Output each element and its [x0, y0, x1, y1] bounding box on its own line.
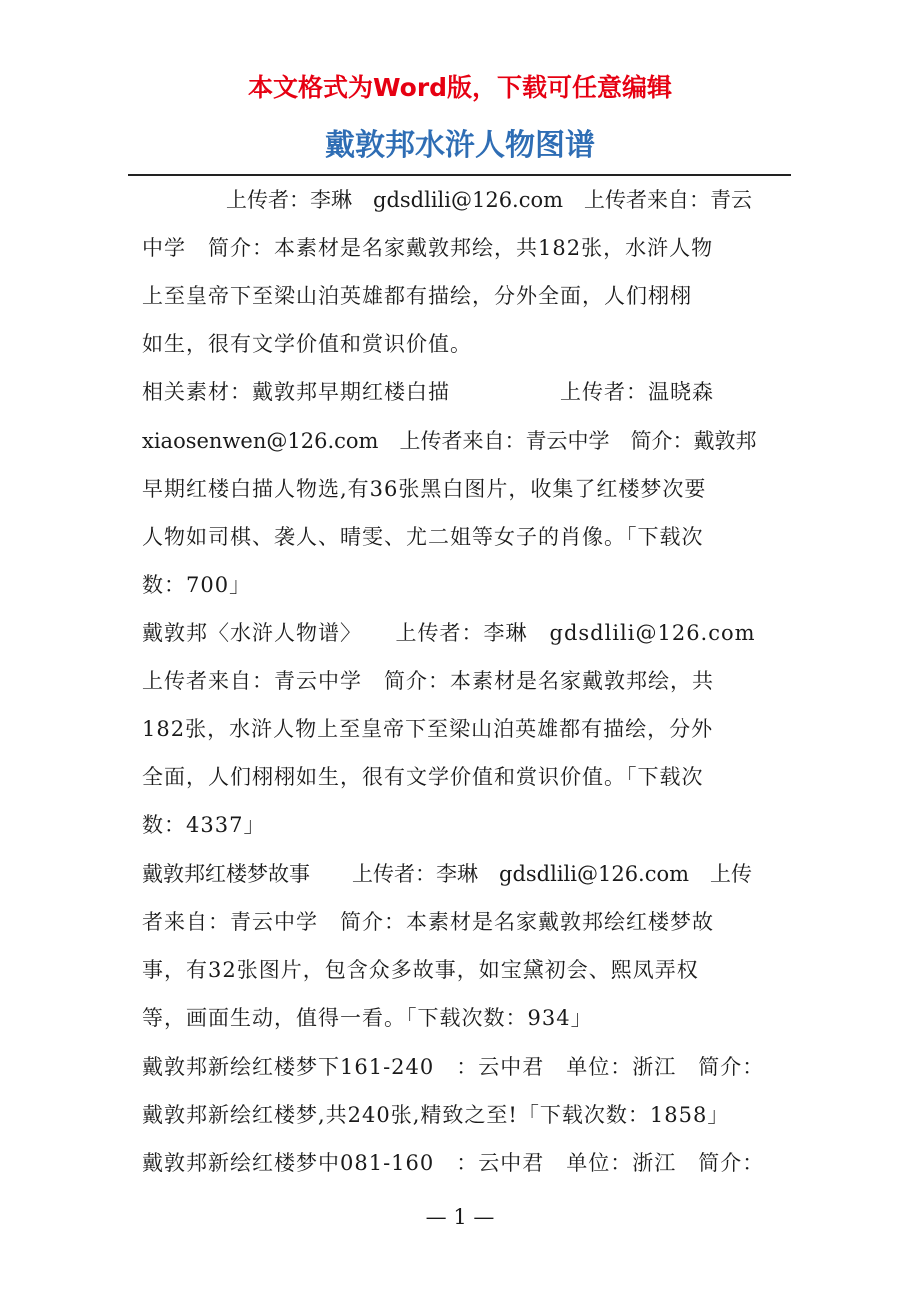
body-line: 人物如司棋、袭人、晴雯、尤二姐等女子的肖像。「下载次 [142, 525, 704, 549]
body-line: 数：700」 [142, 573, 252, 597]
body-line: 上传者来自：青云中学 简介：本素材是名家戴敦邦绘，共 [142, 669, 714, 693]
body-line: 中学 简介：本素材是名家戴敦邦绘，共182张，水浒人物 [142, 236, 714, 260]
body-line: 全面，人们栩栩如生，很有文学价值和赏识价值。「下载次 [142, 765, 704, 789]
body-line: 如生，很有文学价值和赏识价值。 [142, 332, 472, 356]
body-line: xiaosenwen@126.com 上传者来自：青云中学 简介：戴敦邦 [142, 429, 757, 453]
body-line: 相关素材：戴敦邦早期红楼白描 上传者：温晓森 [142, 380, 714, 404]
body-line: 上至皇帝下至梁山泊英雄都有描绘，分外全面，人们栩栩 [142, 284, 692, 308]
page-number: — 1 — [425, 1205, 495, 1229]
body-line: 戴敦邦〈水浒人物谱〉 上传者：李琳 gdsdlili@126.com [142, 621, 756, 645]
body-line: 者来自：青云中学 简介：本素材是名家戴敦邦绘红楼梦故 [142, 910, 714, 934]
body-line: 182张，水浒人物上至皇帝下至梁山泊英雄都有描绘，分外 [142, 717, 714, 741]
body-line: 戴敦邦新绘红楼梦下161-240 ：云中君 单位：浙江 简介： [142, 1055, 765, 1079]
title-divider [128, 174, 791, 176]
document-title: 戴敦邦水浒人物图谱 [325, 128, 595, 163]
body-line: 早期红楼白描人物选,有36张黑白图片，收集了红楼梦次要 [142, 477, 707, 501]
body-line: 戴敦邦新绘红楼梦中081-160 ：云中君 单位：浙江 简介： [142, 1151, 765, 1175]
body-line: 上传者：李琳 gdsdlili@126.com 上传者来自：青云 [226, 188, 753, 212]
body-line: 数：4337」 [142, 813, 266, 837]
body-line: 戴敦邦红楼梦故事 上传者：李琳 gdsdlili@126.com 上传 [142, 862, 753, 886]
body-line: 戴敦邦新绘红楼梦,共240张,精致之至!「下载次数：1858」 [142, 1103, 730, 1127]
body-line: 事，有32张图片，包含众多故事，如宝黛初会、熙凤弄权 [142, 958, 699, 982]
body-line: 等，画面生动，值得一看。「下载次数：934」 [142, 1006, 593, 1030]
format-notice: 本文格式为Word版，下载可任意编辑 [247, 73, 673, 102]
